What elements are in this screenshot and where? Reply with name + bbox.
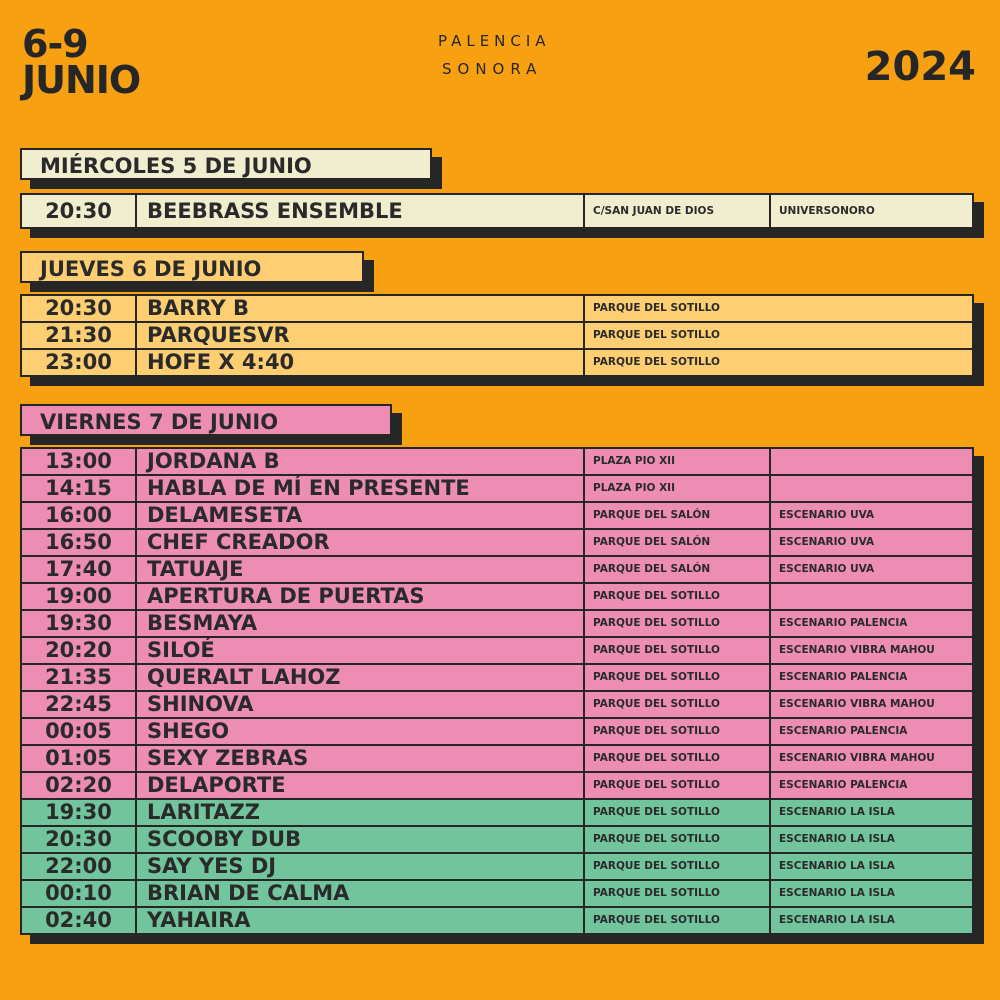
dates-range: 6-9: [22, 22, 88, 66]
time-cell: 21:30: [21, 322, 136, 349]
table-row: [21, 502, 973, 529]
stage-cell: ESCENARIO UVA: [770, 529, 973, 556]
time-cell: 17:40: [21, 556, 136, 583]
time-cell: 20:20: [21, 637, 136, 664]
day-header-wednesday: MIÉRCOLES 5 DE JUNIO: [20, 148, 432, 180]
venue-cell: PARQUE DEL SOTILLO: [584, 664, 770, 691]
table-row: [21, 529, 973, 556]
stage-cell: ESCENARIO VIBRA MAHOU: [770, 637, 973, 664]
venue-cell: PARQUE DEL SOTILLO: [584, 799, 770, 826]
artist-cell: SILOÉ: [136, 637, 584, 664]
table-row: [21, 772, 973, 799]
time-cell: 19:00: [21, 583, 136, 610]
time-cell: 01:05: [21, 745, 136, 772]
festival-dates: [22, 22, 141, 102]
artist-cell: SEXY ZEBRAS: [136, 745, 584, 772]
time-cell: 20:30: [21, 295, 136, 322]
stage-cell: [770, 583, 973, 610]
day-header-friday: VIERNES 7 DE JUNIO: [20, 404, 392, 436]
venue-cell: PLAZA PIO XII: [584, 448, 770, 475]
venue-cell: PARQUE DEL SOTILLO: [584, 907, 770, 934]
table-row: [21, 475, 973, 502]
venue-cell: PARQUE DEL SALÓN: [584, 556, 770, 583]
venue-cell: PLAZA PIO XII: [584, 475, 770, 502]
venue-cell: PARQUE DEL SOTILLO: [584, 718, 770, 745]
stage-cell: ESCENARIO LA ISLA: [770, 826, 973, 853]
table-row: [21, 799, 973, 826]
venue-cell: PARQUE DEL SALÓN: [584, 529, 770, 556]
time-cell: 20:30: [21, 194, 136, 228]
time-cell: 21:35: [21, 664, 136, 691]
artist-cell: APERTURA DE PUERTAS: [136, 583, 584, 610]
time-cell: 13:00: [21, 448, 136, 475]
artist-cell: DELAMESETA: [136, 502, 584, 529]
stage-cell: ESCENARIO LA ISLA: [770, 799, 973, 826]
time-cell: 02:20: [21, 772, 136, 799]
table-row: [21, 556, 973, 583]
time-cell: 22:45: [21, 691, 136, 718]
artist-cell: BESMAYA: [136, 610, 584, 637]
table-row: [21, 880, 973, 907]
time-cell: 16:00: [21, 502, 136, 529]
table-row: [21, 583, 973, 610]
stage-cell: ESCENARIO PALENCIA: [770, 772, 973, 799]
venue-cell: PARQUE DEL SOTILLO: [584, 745, 770, 772]
logo-line-1: PALENCIA: [438, 32, 551, 50]
artist-cell: CHEF CREADOR: [136, 529, 584, 556]
venue-cell: PARQUE DEL SOTILLO: [584, 637, 770, 664]
table-row: [21, 691, 973, 718]
stage-cell: ESCENARIO PALENCIA: [770, 718, 973, 745]
table-row: [21, 745, 973, 772]
table-row: [21, 853, 973, 880]
day-header-thursday: JUEVES 6 DE JUNIO: [20, 251, 364, 283]
venue-cell: C/SAN JUAN DE DIOS: [584, 194, 770, 228]
table-row: [21, 322, 973, 349]
artist-cell: PARQUESVR: [136, 322, 584, 349]
table-row: [21, 610, 973, 637]
artist-cell: SHINOVA: [136, 691, 584, 718]
stage-cell: ESCENARIO PALENCIA: [770, 610, 973, 637]
artist-cell: LARITAZZ: [136, 799, 584, 826]
stage-cell: UNIVERSONORO: [770, 194, 973, 228]
stage-cell: ESCENARIO VIBRA MAHOU: [770, 745, 973, 772]
time-cell: 02:40: [21, 907, 136, 934]
stage-cell: ESCENARIO LA ISLA: [770, 853, 973, 880]
stage-cell: ESCENARIO LA ISLA: [770, 907, 973, 934]
time-cell: 19:30: [21, 610, 136, 637]
artist-cell: SHEGO: [136, 718, 584, 745]
table-row: [21, 448, 973, 475]
venue-cell: PARQUE DEL SOTILLO: [584, 295, 973, 322]
venue-cell: PARQUE DEL SOTILLO: [584, 772, 770, 799]
artist-cell: BEEBRASS ENSEMBLE: [136, 194, 584, 228]
time-cell: 16:50: [21, 529, 136, 556]
time-cell: 20:30: [21, 826, 136, 853]
logo-line-2: SONORA: [442, 60, 543, 78]
time-cell: 00:05: [21, 718, 136, 745]
artist-cell: SCOOBY DUB: [136, 826, 584, 853]
dates-month: JUNIO: [22, 58, 141, 102]
artist-cell: HABLA DE MÍ EN PRESENTE: [136, 475, 584, 502]
table-row: [21, 664, 973, 691]
venue-cell: PARQUE DEL SOTILLO: [584, 826, 770, 853]
venue-cell: PARQUE DEL SALÓN: [584, 502, 770, 529]
venue-cell: PARQUE DEL SOTILLO: [584, 853, 770, 880]
table-row: [21, 637, 973, 664]
time-cell: 00:10: [21, 880, 136, 907]
artist-cell: SAY YES DJ: [136, 853, 584, 880]
time-cell: 22:00: [21, 853, 136, 880]
time-cell: 19:30: [21, 799, 136, 826]
stage-cell: ESCENARIO UVA: [770, 556, 973, 583]
venue-cell: PARQUE DEL SOTILLO: [584, 322, 973, 349]
artist-cell: BARRY B: [136, 295, 584, 322]
table-row: [21, 349, 973, 376]
artist-cell: YAHAIRA: [136, 907, 584, 934]
table-row: [21, 907, 973, 934]
venue-cell: PARQUE DEL SOTILLO: [584, 691, 770, 718]
artist-cell: BRIAN DE CALMA: [136, 880, 584, 907]
stage-cell: [770, 475, 973, 502]
stage-cell: ESCENARIO VIBRA MAHOU: [770, 691, 973, 718]
venue-cell: PARQUE DEL SOTILLO: [584, 583, 770, 610]
stage-cell: [770, 448, 973, 475]
table-row: [21, 194, 973, 228]
venue-cell: PARQUE DEL SOTILLO: [584, 610, 770, 637]
palencia-sonora-logo: [438, 32, 568, 84]
stage-cell: ESCENARIO LA ISLA: [770, 880, 973, 907]
schedule-table-thursday: [20, 294, 974, 377]
artist-cell: JORDANA B: [136, 448, 584, 475]
venue-cell: PARQUE DEL SOTILLO: [584, 880, 770, 907]
time-cell: 14:15: [21, 475, 136, 502]
artist-cell: HOFE X 4:40: [136, 349, 584, 376]
table-row: [21, 295, 973, 322]
stage-cell: ESCENARIO UVA: [770, 502, 973, 529]
time-cell: 23:00: [21, 349, 136, 376]
venue-cell: PARQUE DEL SOTILLO: [584, 349, 973, 376]
artist-cell: DELAPORTE: [136, 772, 584, 799]
schedule-table-wednesday: [20, 193, 974, 229]
table-row: [21, 718, 973, 745]
stage-cell: ESCENARIO PALENCIA: [770, 664, 973, 691]
table-row: [21, 826, 973, 853]
artist-cell: QUERALT LAHOZ: [136, 664, 584, 691]
festival-year: 2024: [864, 44, 976, 90]
schedule-table-friday: [20, 447, 974, 935]
artist-cell: TATUAJE: [136, 556, 584, 583]
